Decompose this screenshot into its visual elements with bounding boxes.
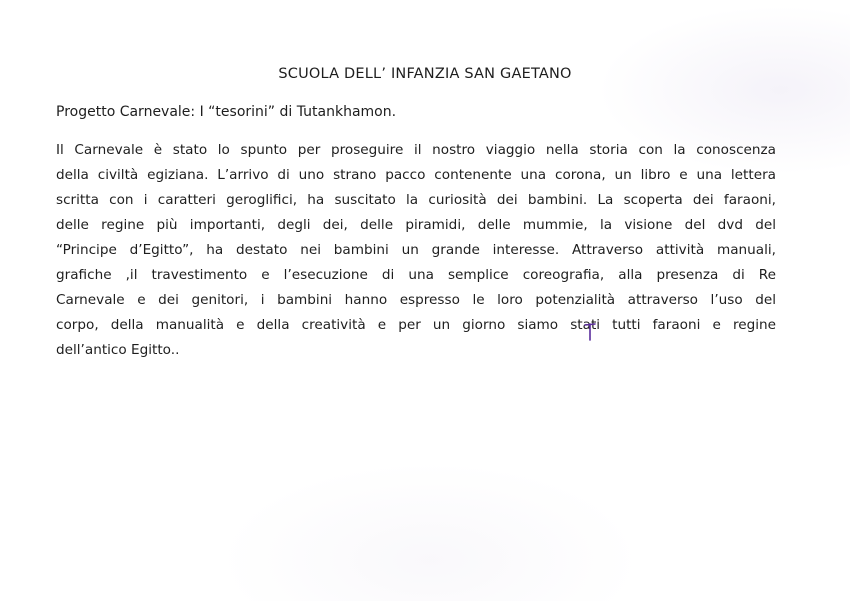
- paragraph-line: delle regine più importanti, degli dei, delle piramidi, delle mummie, la visione del dvd del: [56, 217, 776, 233]
- document-title: SCUOLA DELL’ INFANZIA SAN GAETANO: [278, 66, 572, 82]
- paragraph-line: corpo, della manualità e della creatività e per un giorno siamo stati tutti faraoni e regine: [56, 317, 776, 333]
- paragraph-line: Carnevale e dei genitori, i bambini hanno espresso le loro potenzialità attraverso l’uso del: [56, 292, 776, 308]
- paragraph-line: grafiche ,il travestimento e l’esecuzione di una semplice coreografia, alla presenza di Re: [56, 267, 776, 283]
- paragraph-line: scritta con i caratteri geroglifici, ha suscitato la curiosità dei bambini. La scoperta dei faraoni,: [56, 192, 776, 208]
- paragraph-line: della civiltà egiziana. L’arrivo di uno strano pacco contenente una corona, un libro e una lettera: [56, 167, 776, 183]
- paragraph-line: “Principe d’Egitto”, ha destato nei bambini un grande interesse. Attraverso attività manuali,: [56, 242, 776, 258]
- paragraph-line: dell’antico Egitto..: [56, 342, 180, 358]
- body-paragraph: [56, 138, 776, 363]
- ink-correction-mark: [583, 321, 597, 343]
- paragraph-line: Il Carnevale è stato lo spunto per proseguire il nostro viaggio nella storia con la conoscenza: [56, 142, 776, 158]
- document-subtitle: Progetto Carnevale: I “tesorini” di Tutankhamon.: [56, 104, 397, 120]
